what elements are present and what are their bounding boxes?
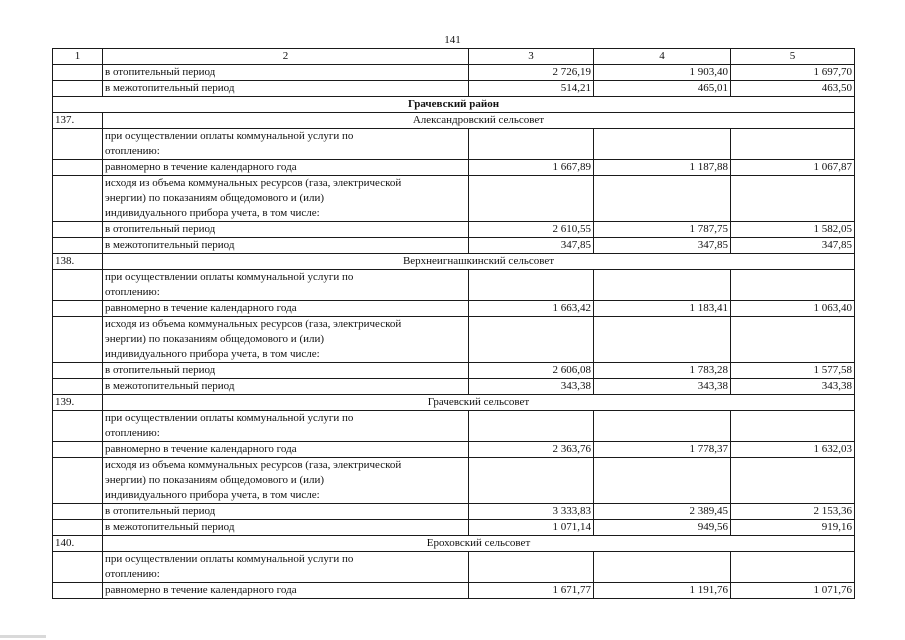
table-body <box>53 49 855 599</box>
description-row <box>53 552 855 583</box>
district-title: Грачевский район <box>53 97 855 113</box>
empty-value-cell <box>594 129 731 160</box>
value-col-3: 2 606,08 <box>469 363 594 379</box>
empty-value-cell <box>469 552 594 583</box>
value-col-4: 1 787,75 <box>594 222 731 238</box>
value-col-3: 2 363,76 <box>469 442 594 458</box>
section-number: 137. <box>53 113 103 129</box>
section-row <box>53 254 855 270</box>
row-number-cell <box>53 317 103 363</box>
value-col-5: 1 582,05 <box>731 222 855 238</box>
value-col-3: 1 663,42 <box>469 301 594 317</box>
description-line: отоплению: <box>105 427 160 439</box>
empty-value-cell <box>469 270 594 301</box>
row-label: равномерно в течение календарного года <box>103 301 469 317</box>
table-row <box>53 504 855 520</box>
description-row <box>53 411 855 442</box>
value-col-3: 1 671,77 <box>469 583 594 599</box>
description-row <box>53 458 855 504</box>
value-col-5: 463,50 <box>731 81 855 97</box>
row-label: равномерно в течение календарного года <box>103 160 469 176</box>
row-number-cell <box>53 552 103 583</box>
empty-value-cell <box>469 458 594 504</box>
row-number-cell <box>53 583 103 599</box>
table-row <box>53 583 855 599</box>
empty-value-cell <box>469 317 594 363</box>
description-line: индивидуального прибора учета, в том числе: <box>105 348 320 360</box>
description-line: исходя из объема коммунальных ресурсов (газа, электрической <box>105 318 402 330</box>
row-description <box>103 411 469 442</box>
section-title: Ероховский сельсовет <box>103 536 855 552</box>
description-row <box>53 270 855 301</box>
section-number: 140. <box>53 536 103 552</box>
description-line: индивидуального прибора учета, в том числе: <box>105 207 320 219</box>
row-description <box>103 129 469 160</box>
value-col-5: 1 577,58 <box>731 363 855 379</box>
row-label: в межотопительный период <box>103 379 469 395</box>
row-number-cell <box>53 458 103 504</box>
row-number-cell <box>53 520 103 536</box>
section-number: 138. <box>53 254 103 270</box>
section-row <box>53 536 855 552</box>
description-line: отоплению: <box>105 145 160 157</box>
row-number-cell <box>53 222 103 238</box>
table-row <box>53 160 855 176</box>
description-row <box>53 176 855 222</box>
section-number: 139. <box>53 395 103 411</box>
row-label: в отопительный период <box>103 65 469 81</box>
table-row <box>53 442 855 458</box>
table-row <box>53 238 855 254</box>
empty-value-cell <box>469 176 594 222</box>
empty-value-cell <box>469 411 594 442</box>
row-number-cell <box>53 160 103 176</box>
row-label: в отопительный период <box>103 504 469 520</box>
header-cell-2: 2 <box>103 49 469 65</box>
row-number-cell <box>53 379 103 395</box>
row-description <box>103 458 469 504</box>
description-line: отоплению: <box>105 568 160 580</box>
description-line: энергии) по показаниям общедомового и (или) <box>105 474 325 486</box>
description-line: энергии) по показаниям общедомового и (или) <box>105 192 325 204</box>
empty-value-cell <box>594 317 731 363</box>
value-col-3: 3 333,83 <box>469 504 594 520</box>
table-row <box>53 520 855 536</box>
value-col-3: 2 726,19 <box>469 65 594 81</box>
description-line: исходя из объема коммунальных ресурсов (газа, электрической <box>105 177 402 189</box>
empty-value-cell <box>469 129 594 160</box>
row-label: в межотопительный период <box>103 81 469 97</box>
description-line: исходя из объема коммунальных ресурсов (газа, электрической <box>105 459 402 471</box>
header-cell-1: 1 <box>53 49 103 65</box>
value-col-5: 1 697,70 <box>731 65 855 81</box>
section-title: Александровский сельсовет <box>103 113 855 129</box>
empty-value-cell <box>731 129 855 160</box>
header-cell-5: 5 <box>731 49 855 65</box>
empty-value-cell <box>731 270 855 301</box>
description-line: отоплению: <box>105 286 160 298</box>
value-col-4: 465,01 <box>594 81 731 97</box>
value-col-4: 1 783,28 <box>594 363 731 379</box>
description-line: при осуществлении оплаты коммунальной услуги по <box>105 412 354 424</box>
empty-value-cell <box>594 411 731 442</box>
value-col-3: 2 610,55 <box>469 222 594 238</box>
section-title: Верхнеигнашкинский сельсовет <box>103 254 855 270</box>
value-col-3: 1 667,89 <box>469 160 594 176</box>
row-label: в отопительный период <box>103 222 469 238</box>
row-number-cell <box>53 238 103 254</box>
value-col-5: 347,85 <box>731 238 855 254</box>
section-title: Грачевский сельсовет <box>103 395 855 411</box>
value-col-4: 1 778,37 <box>594 442 731 458</box>
value-col-5: 919,16 <box>731 520 855 536</box>
value-col-5: 2 153,36 <box>731 504 855 520</box>
district-row <box>53 97 855 113</box>
description-line: при осуществлении оплаты коммунальной услуги по <box>105 553 354 565</box>
row-label: в межотопительный период <box>103 238 469 254</box>
description-line: энергии) по показаниям общедомового и (или) <box>105 333 325 345</box>
value-col-4: 1 187,88 <box>594 160 731 176</box>
table-row <box>53 301 855 317</box>
empty-value-cell <box>594 176 731 222</box>
section-row <box>53 395 855 411</box>
row-label: равномерно в течение календарного года <box>103 442 469 458</box>
value-col-5: 1 632,03 <box>731 442 855 458</box>
value-col-3: 514,21 <box>469 81 594 97</box>
row-number-cell <box>53 65 103 81</box>
row-number-cell <box>53 504 103 520</box>
value-col-4: 949,56 <box>594 520 731 536</box>
value-col-5: 343,38 <box>731 379 855 395</box>
empty-value-cell <box>731 411 855 442</box>
table-row <box>53 363 855 379</box>
description-row <box>53 317 855 363</box>
value-col-4: 1 903,40 <box>594 65 731 81</box>
section-row <box>53 113 855 129</box>
row-label: в межотопительный период <box>103 520 469 536</box>
empty-value-cell <box>731 176 855 222</box>
value-col-3: 343,38 <box>469 379 594 395</box>
value-col-3: 347,85 <box>469 238 594 254</box>
header-cell-3: 3 <box>469 49 594 65</box>
empty-value-cell <box>594 552 731 583</box>
row-label: равномерно в течение календарного года <box>103 583 469 599</box>
empty-value-cell <box>731 552 855 583</box>
value-col-4: 1 183,41 <box>594 301 731 317</box>
table-row <box>53 65 855 81</box>
table-row <box>53 81 855 97</box>
value-col-5: 1 063,40 <box>731 301 855 317</box>
value-col-5: 1 067,87 <box>731 160 855 176</box>
value-col-5: 1 071,76 <box>731 583 855 599</box>
value-col-3: 1 071,14 <box>469 520 594 536</box>
description-line: при осуществлении оплаты коммунальной услуги по <box>105 130 354 142</box>
value-col-4: 2 389,45 <box>594 504 731 520</box>
row-description <box>103 552 469 583</box>
row-label: в отопительный период <box>103 363 469 379</box>
value-col-4: 347,85 <box>594 238 731 254</box>
row-number-cell <box>53 442 103 458</box>
description-line: при осуществлении оплаты коммунальной услуги по <box>105 271 354 283</box>
row-number-cell <box>53 81 103 97</box>
row-description <box>103 176 469 222</box>
header-row <box>53 49 855 65</box>
row-number-cell <box>53 129 103 160</box>
empty-value-cell <box>594 458 731 504</box>
tariff-table <box>52 48 855 599</box>
row-number-cell <box>53 363 103 379</box>
empty-value-cell <box>731 317 855 363</box>
page-number: 141 <box>444 34 461 46</box>
empty-value-cell <box>731 458 855 504</box>
value-col-4: 343,38 <box>594 379 731 395</box>
table-row <box>53 222 855 238</box>
row-number-cell <box>53 270 103 301</box>
row-description <box>103 270 469 301</box>
scan-edge-mark <box>0 635 46 638</box>
description-row <box>53 129 855 160</box>
value-col-4: 1 191,76 <box>594 583 731 599</box>
description-line: индивидуального прибора учета, в том числе: <box>105 489 320 501</box>
row-number-cell <box>53 301 103 317</box>
header-cell-4: 4 <box>594 49 731 65</box>
row-number-cell <box>53 411 103 442</box>
empty-value-cell <box>594 270 731 301</box>
row-number-cell <box>53 176 103 222</box>
row-description <box>103 317 469 363</box>
table-row <box>53 379 855 395</box>
